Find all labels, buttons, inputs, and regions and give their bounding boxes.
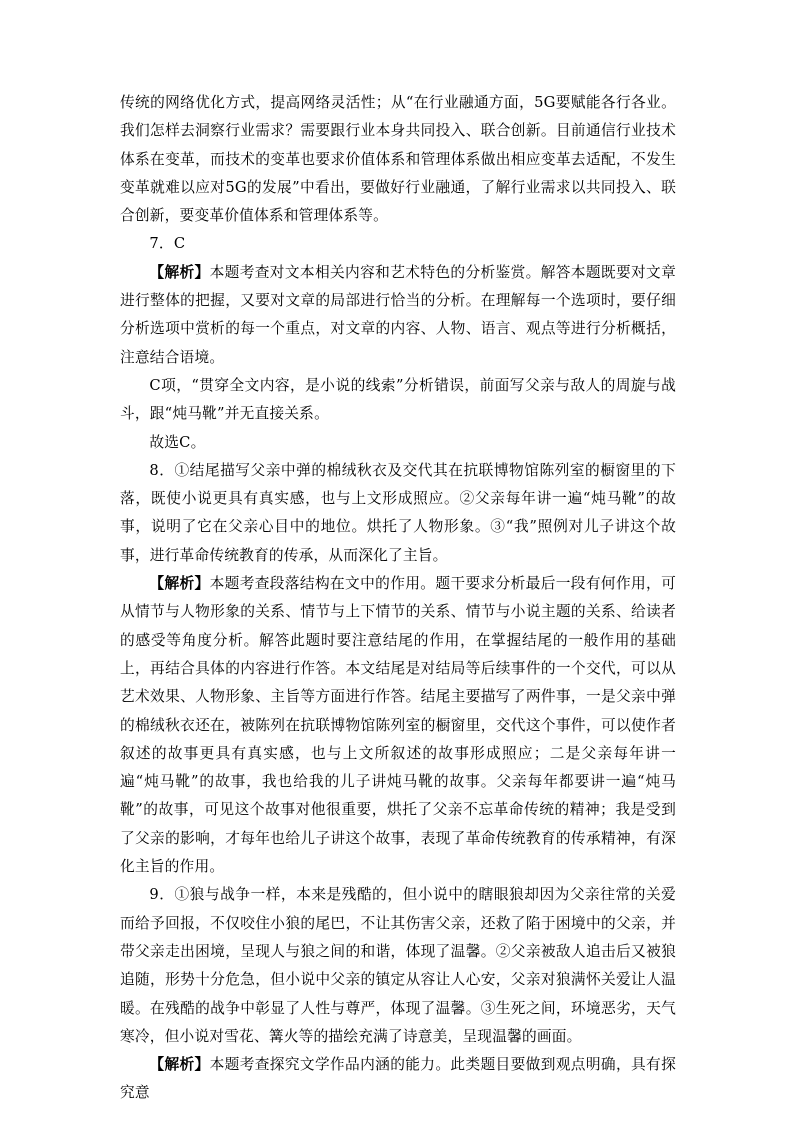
answer-9: 9．①狼与战争一样，本来是残酷的，但小说中的瞎眼狼却因为父亲往常的关爱而给予回报，不仅咬住小狼的尾巴，不让其伤害父亲，还救了陷于困境中的父亲，并带父亲走出困境，呈现人与狼之间的和谐，体现了温馨。②父亲被敌人追击后又被狼追随，形势十分危急，但小说中父亲的镇定从容让人心安，父亲对狼满怀关爱让人温暖。在残酷的战争中彰显了人性与尊严，体现了温馨。③生死之间，环境恶劣，天气寒冷，但小说对雪花、篝火等的描绘充满了诗意美，呈现温馨的画面。 <box>120 886 676 1045</box>
answer-7: 7．C <box>149 235 186 253</box>
document-page <box>120 89 676 1108</box>
analysis-text: 本题考查段落结构在文中的作用。题干要求分析最后一段有何作用，可从情节与人物形象的关系、情节与上下情节的关系、情节与小说主题的关系、给读者的感受等角度分析。解答此题时要注意结尾的作用，在掌握结尾的一般作用的基础上，再结合具体的内容进行作答。本文结尾是对结局等后续事件的一个交代，可以从艺术效果、人物形象、主旨等方面进行作答。结尾主要描写了两件事，一是父亲中弹的棉绒秋衣还在，被陈列在抗联博物馆陈列室的橱窗里，交代这个事件，可以使作者叙述的故事更具有真实感，也与上文所叙述的故事形成照应；二是父亲每年讲一遍“炖马靴”的故事，我也给我的儿子讲炖马靴的故事。父亲每年都要讲一遍“炖马靴”的故事，可见这个故事对他很重要，烘托了父亲不忘革命传统的精神；我是受到了父亲的影响，才每年也给儿子讲这个故事，表现了革命传统教育的传承精神，有深化主旨的作用。 <box>120 575 676 876</box>
analysis-7 <box>120 259 676 372</box>
analysis-9 <box>120 1051 676 1108</box>
analysis-tag: 【解析】 <box>149 1056 210 1074</box>
analysis-tag: 【解析】 <box>149 263 210 281</box>
conclusion-7: 故选C。 <box>149 433 206 451</box>
paragraph-q6-continuation: 传统的网络优化方式，提高网络灵活性；从“在行业融通方面，5G要赋能各行各业。我们怎样去洞察行业需求？需要跟行业本身共同投入、联合创新。目前通信行业技术体系在变革，而技术的变革也要求价值体系和管理体系做出相应变革去适配，不发生变革就难以应对5G的发展”中看出，要做好行业融通，了解行业需求以共同投入、联合创新，要变革价值体系和管理体系等。 <box>120 94 676 225</box>
analysis-text: 本题考查探究文学作品内涵的能力。此类题目要做到观点明确，具有探究意 <box>120 1056 676 1102</box>
analysis-8 <box>120 570 676 881</box>
analysis-text: 本题考查对文本相关内容和艺术特色的分析鉴赏。解答本题既要对文章进行整体的把握，又要对文章的局部进行恰当的分析。在理解每一个选项时，要仔细分析选项中赏析的每一个重点，对文章的内容、人物、语言、观点等进行分析概括，注意结合语境。 <box>120 263 676 366</box>
analysis-tag: 【解析】 <box>149 575 210 593</box>
option-c-explanation: C项，“贯穿全文内容，是小说的线索”分析错误，前面写父亲与敌人的周旋与战斗，跟“炖马靴”并无直接关系。 <box>120 376 676 423</box>
answer-8: 8．①结尾描写父亲中弹的棉绒秋衣及交代其在抗联博物馆陈列室的橱窗里的下落，既使小说更具有真实感，也与上文形成照应。②父亲每年讲一遍“炖马靴”的故事，说明了它在父亲心目中的地位。烘托了人物形象。③“我”照例对儿子讲这个故事，进行革命传统教育的传承，从而深化了主旨。 <box>120 461 676 564</box>
